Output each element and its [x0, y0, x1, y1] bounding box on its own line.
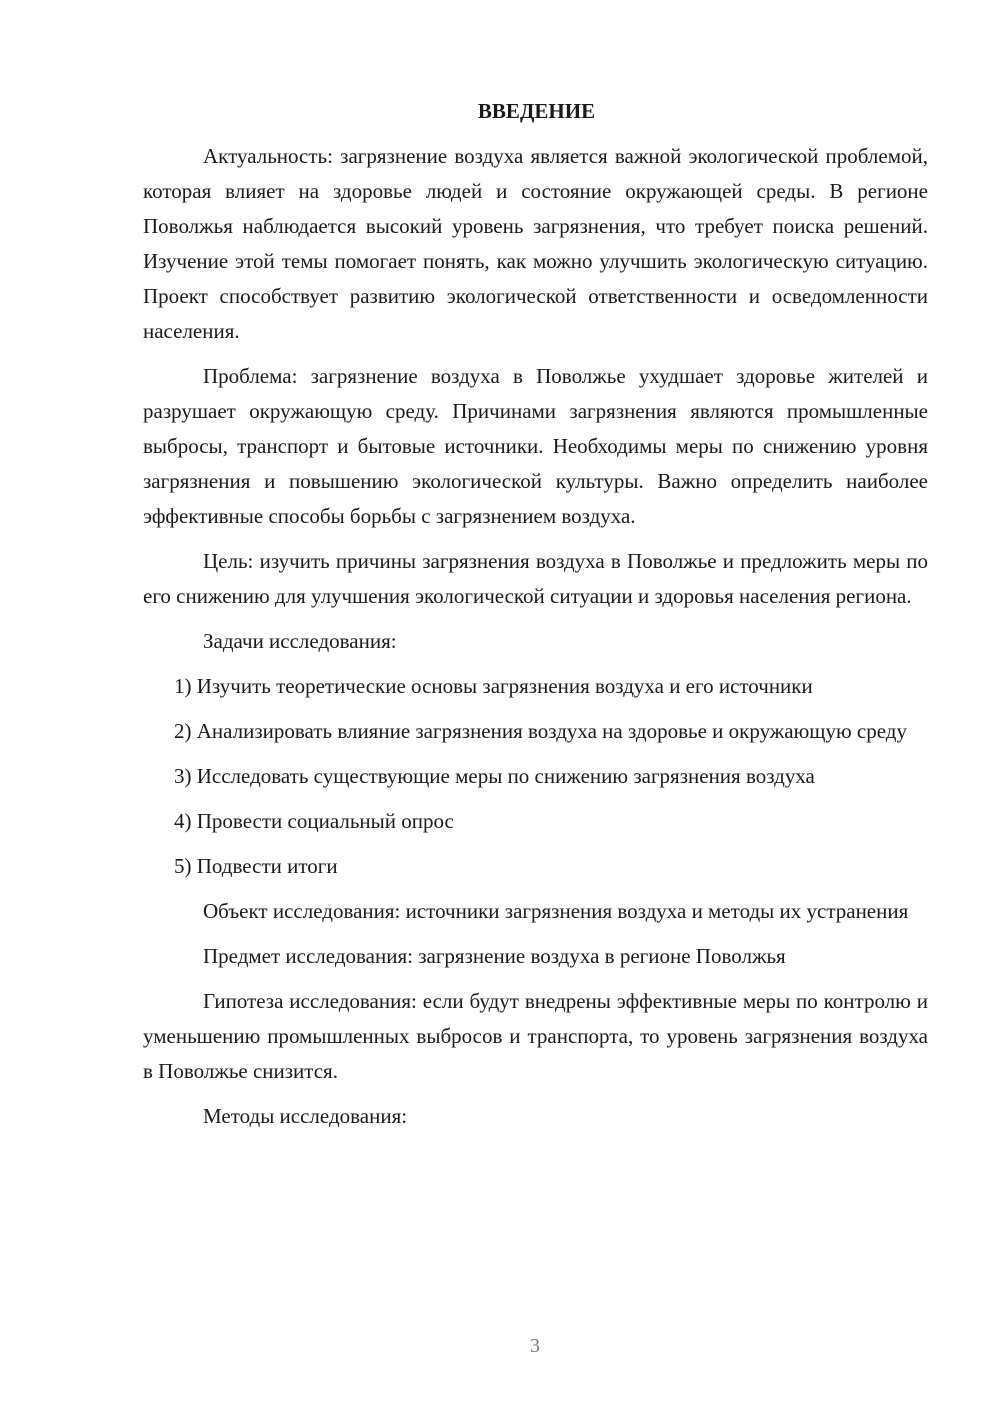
task-item-4: 4) Провести социальный опрос	[174, 809, 454, 833]
methods-title: Методы исследования:	[203, 1104, 408, 1128]
section-heading: ВВЕДЕНИЕ	[477, 99, 596, 123]
paragraph-problem: Проблема: загрязнение воздуха в Поволжье ухудшает здоровье жителей и разрушает окружающую среду. Причинами загрязнения являются промышленные выбросы, транспорт и бытовые источники. Необходимы меры по снижению уровня загрязнения и повышению экологической культуры. Важно определить наиболее эффективные способы борьбы с загрязнением воздуха.	[143, 364, 928, 528]
paragraph-goal: Цель: изучить причины загрязнения воздуха в Поволжье и предложить меры по его снижению для улучшения экологической ситуации и здоровья населения региона.	[143, 549, 928, 608]
task-item-2: 2) Анализировать влияние загрязнения воздуха на здоровье и окружающую среду	[174, 719, 907, 743]
paragraph-subject: Предмет исследования: загрязнение воздуха в регионе Поволжья	[203, 944, 786, 968]
page-content	[143, 94, 928, 1144]
page-number: 3	[530, 1335, 540, 1357]
paragraph-object: Объект исследования: источники загрязнения воздуха и методы их устранения	[203, 899, 909, 923]
tasks-title: Задачи исследования:	[203, 629, 397, 653]
task-item-1: 1) Изучить теоретические основы загрязнения воздуха и его источники	[174, 674, 813, 698]
paragraph-relevance: Актуальность: загрязнение воздуха является важной экологической проблемой, которая влияет на здоровье людей и состояние окружающей среды. В регионе Поволжья наблюдается высокий уровень загрязнения, что требует поиска решений. Изучение этой темы помогает понять, как можно улучшить экологическую ситуацию. Проект способствует развитию экологической ответственности и осведомленности населения.	[143, 144, 928, 343]
paragraph-hypothesis: Гипотеза исследования: если будут внедрены эффективные меры по контролю и уменьшению промышленных выбросов и транспорта, то уровень загрязнения воздуха в Поволжье снизится.	[143, 989, 928, 1083]
task-item-5: 5) Подвести итоги	[174, 854, 338, 878]
task-item-3: 3) Исследовать существующие меры по снижению загрязнения воздуха	[174, 764, 815, 788]
